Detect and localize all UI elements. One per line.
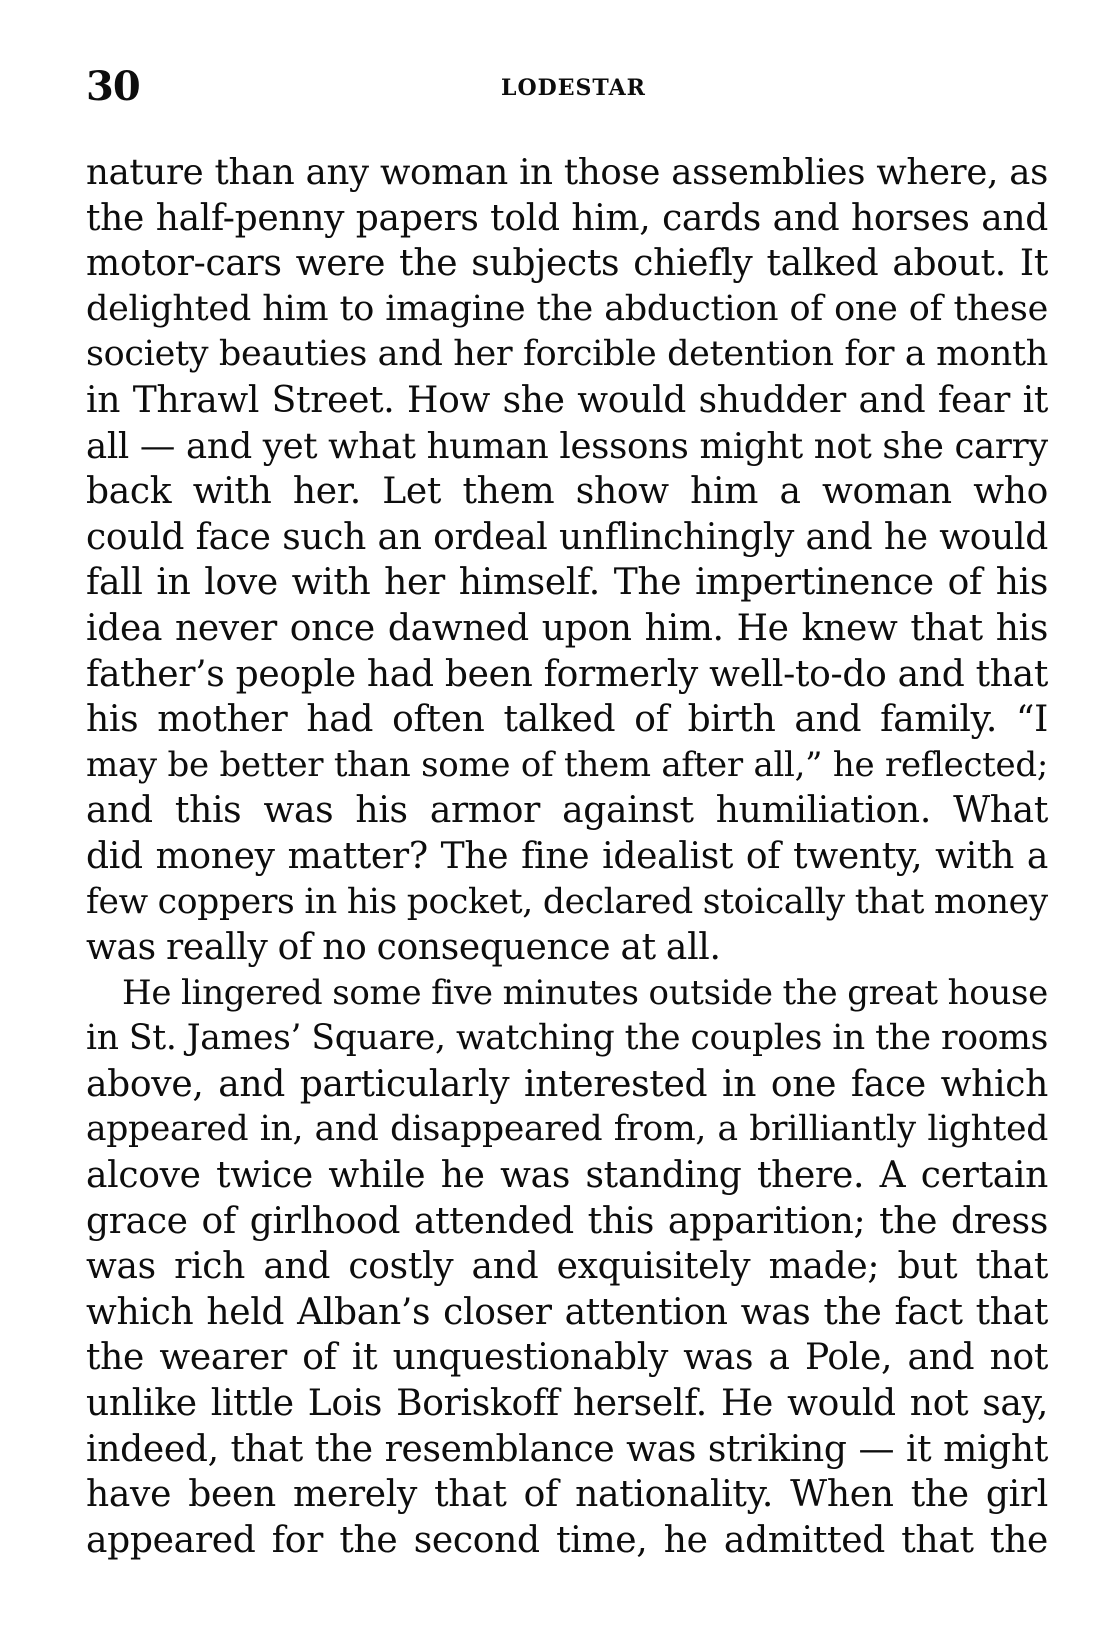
text-line: was rich and costly and exquisitely made; but that (86, 1246, 1048, 1288)
text-line: which held Alban’s closer attention was the fact that (86, 1291, 1048, 1333)
text-line: the half-penny papers told him, cards and horses and (86, 197, 1048, 239)
text-line: idea never once dawned upon him. He knew that his (86, 607, 1048, 649)
text-line: fall in love with her himself. The impertinence of his (86, 562, 1048, 604)
text-line: may be better than some of them after all,” he reflected; (86, 744, 1048, 785)
text-line: delighted him to imagine the abduction of one of these (86, 288, 1048, 329)
text-line: unlike little Lois Boriskoff herself. He would not say, (86, 1383, 1048, 1425)
text-line: nature than any woman in those assemblies where, as (86, 152, 1048, 193)
text-line: above, and particularly interested in one face which (86, 1063, 1048, 1105)
text-line: in Thrawl Street. How she would shudder and fear it (86, 379, 1048, 421)
running-head (86, 62, 1043, 112)
text-line: could face such an ordeal unflinchingly and he would (86, 516, 1048, 558)
text-line: alcove twice while he was standing there. A certain (86, 1155, 1048, 1197)
page-number: 30 (86, 63, 140, 110)
text-line: indeed, that the resemblance was striking — it might (86, 1428, 1048, 1470)
text-line: and this was his armor against humiliation. What (86, 790, 1048, 832)
text-line: did money matter? The fine idealist of twenty, with a (86, 835, 1048, 877)
text-line: grace of girlhood attended this apparition; the dress (86, 1200, 1048, 1242)
paragraph-start-line: He lingered some five minutes outside the great house (122, 972, 1048, 1013)
text-line: society beauties and her forcible detention for a month (86, 334, 1048, 375)
text-line: back with her. Let them show him a woman who (86, 471, 1048, 513)
text-line: have been merely that of nationality. When the girl (86, 1474, 1048, 1516)
text-line: few coppers in his pocket, declared stoically that money (86, 881, 1048, 922)
text-line: all — and yet what human lessons might not she carry (86, 425, 1048, 467)
text-line: in St. James’ Square, watching the couples in the rooms (86, 1018, 1048, 1059)
text-line: appeared in, and disappeared from, a brilliantly lighted (86, 1109, 1048, 1150)
text-line: the wearer of it unquestionably was a Pole, and not (86, 1337, 1048, 1379)
text-line: motor-cars were the subjects chiefly talked about. It (86, 243, 1048, 285)
text-line: his mother had often talked of birth and family. “I (86, 699, 1048, 741)
text-line: father’s people had been formerly well-to-do and that (86, 653, 1048, 695)
paragraph-end-line: was really of no consequence at all. (86, 927, 721, 969)
running-title: LODESTAR (501, 75, 646, 101)
text-line: appeared for the second time, he admitted that the (86, 1519, 1048, 1561)
body-text (86, 150, 1048, 1563)
